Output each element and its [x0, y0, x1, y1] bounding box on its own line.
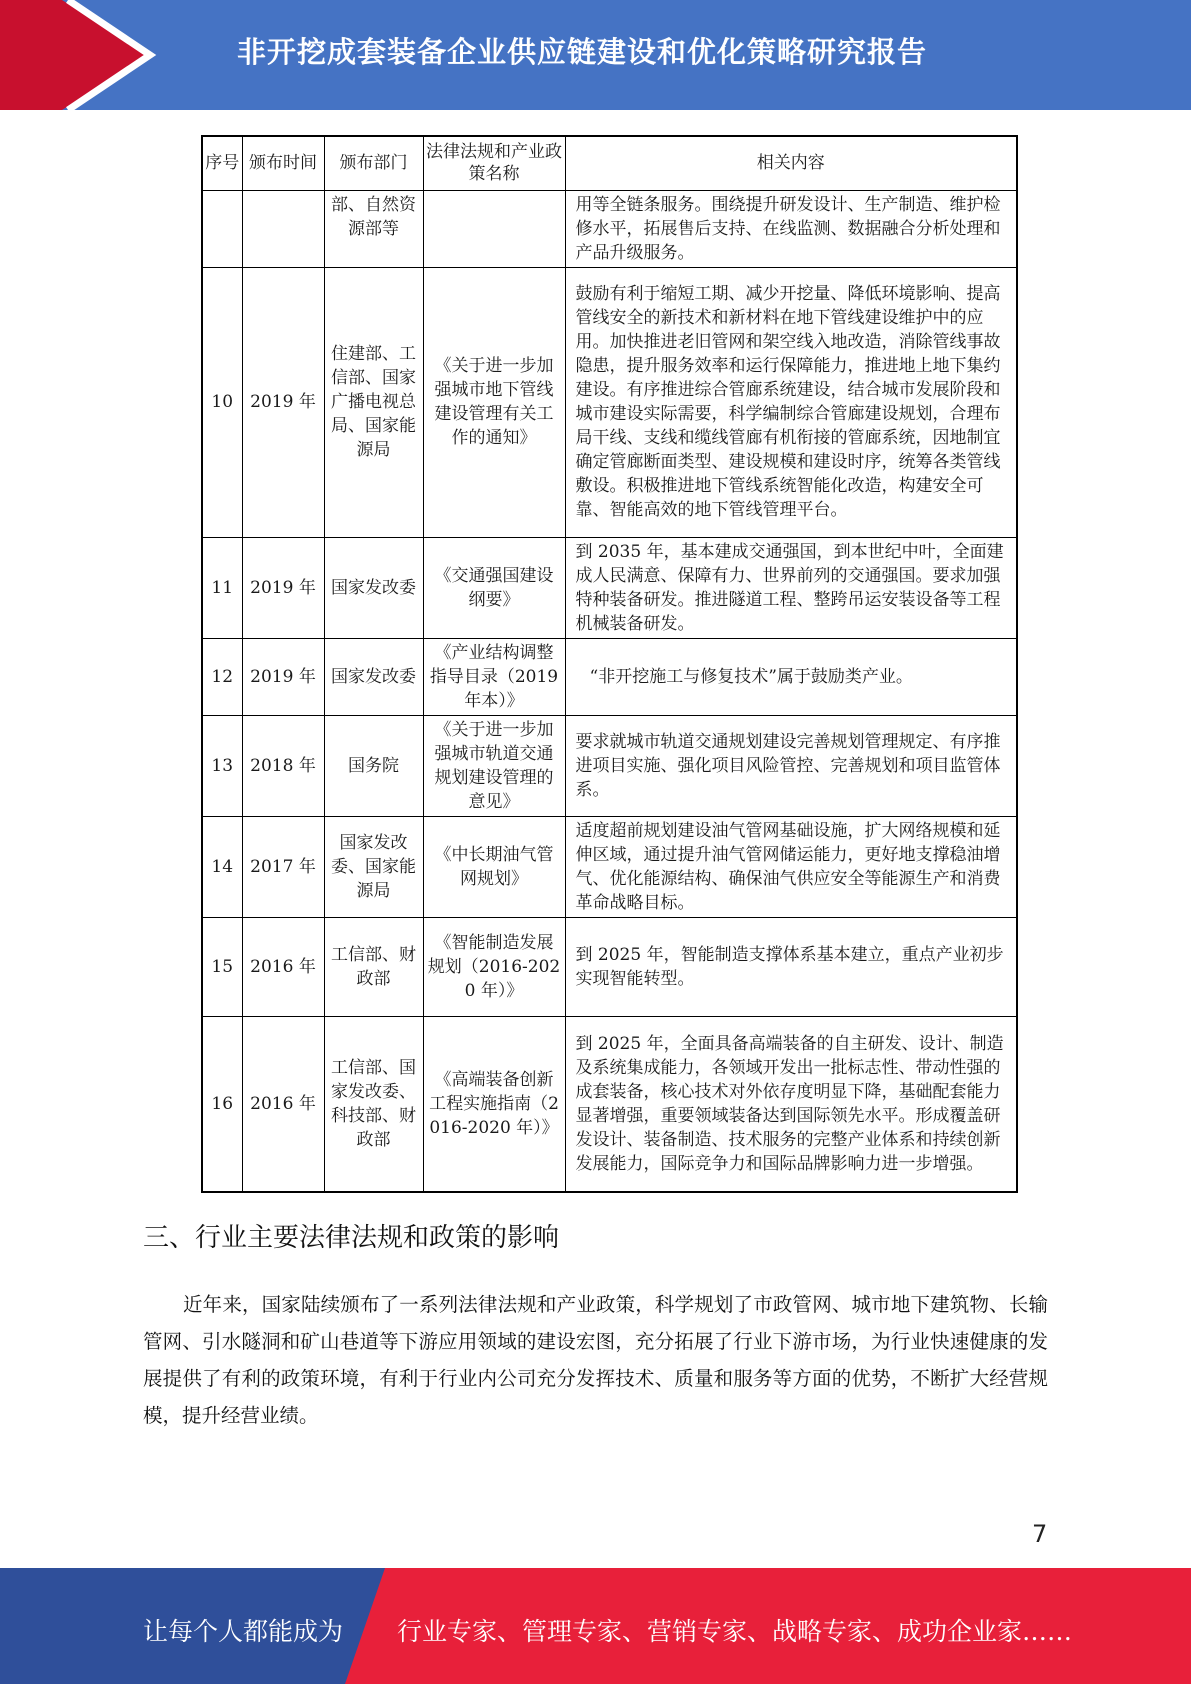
header-content: 相关内容 — [565, 136, 1017, 190]
cell-content: 用等全链条服务。围绕提升研发设计、生产制造、维护检修水平，拓展售后支持、在线监测、数据融合分析处理和产品升级服务。 — [565, 190, 1017, 267]
cell-content: “非开挖施工与修复技术”属于鼓励类产业。 — [565, 638, 1017, 715]
cell-index: 12 — [202, 638, 242, 715]
cell-content: 适度超前规划建设油气管网基础设施，扩大网络规模和延伸区域，通过提升油气管网储运能力，更好地支撑稳油增气、优化能源结构、确保油气供应安全等能源生产和消费革命战略目标。 — [565, 816, 1017, 917]
cell-date: 2016 年 — [242, 917, 324, 1016]
page-footer — [0, 1568, 1191, 1684]
cell-dept: 国务院 — [324, 715, 423, 816]
cell-date: 2019 年 — [242, 267, 324, 537]
section-heading: 三、行业主要法律法规和政策的影响 — [143, 1223, 560, 1253]
cell-name: 《关于进一步加强城市地下管线建设管理有关工作的通知》 — [423, 267, 565, 537]
report-title: 非开挖成套装备企业供应链建设和优化策略研究报告 — [237, 35, 928, 69]
cell-name: 《中长期油气管网规划》 — [423, 816, 565, 917]
cell-date: 2019 年 — [242, 638, 324, 715]
cell-content: 鼓励有利于缩短工期、减少开挖量、降低环境影响、提高管线安全的新技术和新材料在地下管线建设维护中的应用。加快推进老旧管网和架空线入地改造，消除管线事故隐患，提升服务效率和运行保障能力，推进地上地下集约建设。有序推进综合管廊系统建设，结合城市发展阶段和城市建设实际需要，科学编制综合管廊建设规划，合理布局干线、支线和缆线管廊有机衔接的管廊系统，因地制宜确定管廊断面类型、建设规模和建设时序，统筹各类管线敷设。积极推进地下管线系统智能化改造，构建安全可靠、智能高效的地下管线管理平台。 — [565, 267, 1017, 537]
header-index: 序号 — [202, 136, 242, 190]
table-row — [202, 190, 1017, 267]
cell-name — [423, 190, 565, 267]
cell-dept: 工信部、财政部 — [324, 917, 423, 1016]
table-row — [202, 537, 1017, 638]
table-row — [202, 917, 1017, 1016]
cell-index: 13 — [202, 715, 242, 816]
cell-date — [242, 190, 324, 267]
cell-date: 2016 年 — [242, 1016, 324, 1192]
cell-content: 到 2025 年，智能制造支撑体系基本建立，重点产业初步实现智能转型。 — [565, 917, 1017, 1016]
cell-name: 《关于进一步加强城市轨道交通规划建设管理的意见》 — [423, 715, 565, 816]
cell-index: 10 — [202, 267, 242, 537]
table-row — [202, 638, 1017, 715]
cell-name: 《高端装备创新工程实施指南（2016-2020 年）》 — [423, 1016, 565, 1192]
cell-index — [202, 190, 242, 267]
cell-date: 2017 年 — [242, 816, 324, 917]
cell-index: 11 — [202, 537, 242, 638]
table-row — [202, 1016, 1017, 1192]
section-paragraph: 近年来，国家陆续颁布了一系列法律法规和产业政策，科学规划了市政管网、城市地下建筑物、长输管网、引水隧洞和矿山巷道等下游应用领域的建设宏图，充分拓展了行业下游市场，为行业快速健康的发展提供了有利的政策环境，有利于行业内公司充分发挥技术、质量和服务等方面的优势，不断扩大经营规模，提升经营业绩。 — [143, 1293, 1048, 1427]
cell-date: 2018 年 — [242, 715, 324, 816]
table-header-row — [202, 136, 1017, 190]
cell-index: 16 — [202, 1016, 242, 1192]
cell-index: 14 — [202, 816, 242, 917]
footer-slogan-right: 行业专家、管理专家、营销专家、战略专家、成功企业家…… — [397, 1617, 1073, 1646]
cell-index: 15 — [202, 917, 242, 1016]
cell-name: 《产业结构调整指导目录（2019 年本）》 — [423, 638, 565, 715]
header-date: 颁布时间 — [242, 136, 324, 190]
cell-content: 要求就城市轨道交通规划建设完善规划管理规定、有序推进项目实施、强化项目风险管控、完善规划和项目监管体系。 — [565, 715, 1017, 816]
cell-dept: 国家发改委 — [324, 537, 423, 638]
footer-slogan-left: 让每个人都能成为 — [143, 1617, 344, 1646]
header-name: 法律法规和产业政策名称 — [423, 136, 565, 190]
page-number: 7 — [1032, 1520, 1048, 1548]
table-row — [202, 816, 1017, 917]
header-dept: 颁布部门 — [324, 136, 423, 190]
cell-content: 到 2035 年，基本建成交通强国，到本世纪中叶，全面建成人民满意、保障有力、世界前列的交通强国。要求加强特种装备研发。推进隧道工程、整跨吊运安装设备等工程机械装备研发。 — [565, 537, 1017, 638]
cell-dept: 国家发改委、国家能源局 — [324, 816, 423, 917]
page-header — [0, 0, 1191, 110]
policy-table — [201, 135, 1018, 1193]
cell-name: 《智能制造发展规划（2016-2020 年）》 — [423, 917, 565, 1016]
cell-date: 2019 年 — [242, 537, 324, 638]
cell-dept: 部、自然资源部等 — [324, 190, 423, 267]
cell-dept: 工信部、国家发改委、科技部、财政部 — [324, 1016, 423, 1192]
table-row — [202, 267, 1017, 537]
cell-dept: 住建部、工信部、国家广播电视总局、国家能源局 — [324, 267, 423, 537]
cell-name: 《交通强国建设纲要》 — [423, 537, 565, 638]
cell-content: 到 2025 年，全面具备高端装备的自主研发、设计、制造及系统集成能力，各领域开发出一批标志性、带动性强的成套装备，核心技术对外依存度明显下降，基础配套能力显著增强，重要领域装备达到国际领先水平。形成覆盖研发设计、装备制造、技术服务的完整产业体系和持续创新发展能力，国际竞争力和国际品牌影响力进一步增强。 — [565, 1016, 1017, 1192]
cell-dept: 国家发改委 — [324, 638, 423, 715]
table-row — [202, 715, 1017, 816]
